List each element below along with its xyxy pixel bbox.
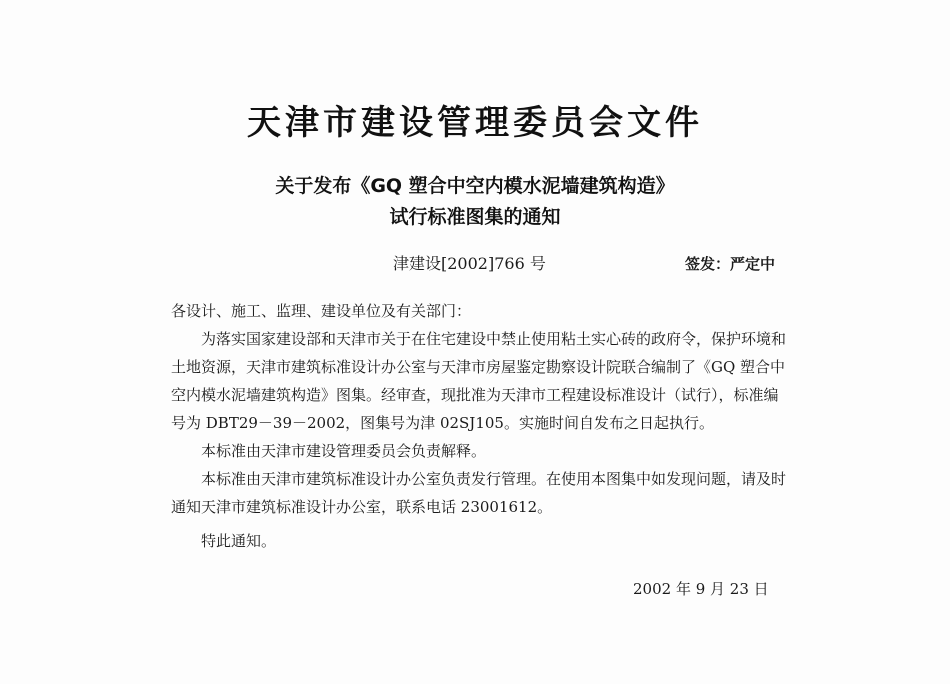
body-paragraph-2: 本标准由天津市建设管理委员会负责解释。 xyxy=(201,442,487,460)
signer: 签发：严定中 xyxy=(685,255,776,273)
notice-title-line-2: 试行标准图集的通知 xyxy=(389,206,561,228)
notice-title-line-1: 关于发布《GQ 塑合中空内模水泥墙建筑构造》 xyxy=(275,175,675,197)
body-paragraph-3: 本标准由天津市建筑标准设计办公室负责发行管理。在使用本图集中如发现问题，请及时通知天津市建筑标准设计办公室，联系电话 23001612。 xyxy=(171,470,787,516)
issue-date: 2002 年 9 月 23 日 xyxy=(633,580,769,598)
body-paragraph-1: 为落实国家建设部和天津市关于在住宅建设中禁止使用粘土实心砖的政府令，保护环境和土地资源，天津市建筑标准设计办公室与天津市房屋鉴定勘察设计院联合编制了《GQ 塑合中空内模水泥墙建筑构造》图集。经审查，现批准为天津市工程建设标准设计（试行），标准编号为 DBT29－39－2002，图集号为津 02SJ105。实施时间自发布之日起执行。 xyxy=(171,330,787,432)
closing-line: 特此通知。 xyxy=(201,532,277,550)
document-number: 津建设[2002]766 号 xyxy=(393,254,546,273)
issuer-header: 天津市建设管理委员会文件 xyxy=(247,103,703,143)
addressee: 各设计、施工、监理、建设单位及有关部门： xyxy=(171,302,472,320)
